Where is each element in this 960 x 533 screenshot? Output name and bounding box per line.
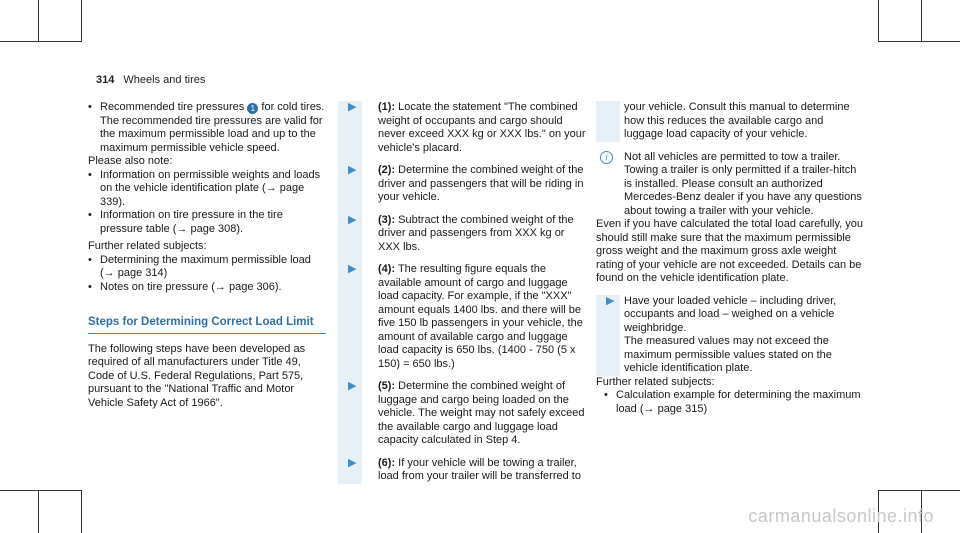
info-icon: i	[600, 151, 613, 164]
crop-mark	[81, 490, 82, 533]
step-block	[338, 101, 586, 484]
right-column	[596, 101, 864, 416]
section-heading: Steps for Determining Correct Load Limit	[88, 316, 326, 334]
load-paragraph: Even if you have calculated the total load carefully, you should still make sure that the maximum permissible gross weight and the maximum gross axle weight rating of your vehicle are not exceeded. Details can be found on the vehicle identification plate.	[596, 218, 864, 284]
step-item: ▶ (2): Determine the combined weight of the driver and passengers that will be riding in your vehicle.	[348, 164, 584, 203]
callout-badge: 1	[247, 103, 258, 114]
step-arrow-icon: ▶	[348, 164, 357, 176]
step-item: ▶ (4): The resulting figure equals the available amount of cargo and luggage load capacity. For example, if the "XXX" amount equals 1400 lbs. and there will be five 150 lb passengers in your vehicle, the amount of available cargo and luggage load capacity is 650 lbs. (1400 - 750 (5 x 150) = 650 lbs.)	[348, 263, 583, 370]
step-item: ▶ (5): Determine the combined weight of luggage and cargo being loaded on the vehicle. The weight may not safely exceed the available cargo and luggage load capacity calculated in Step 4.	[348, 380, 585, 446]
crop-mark	[0, 490, 82, 491]
list-item: • Determining the maximum permissible load (→ page 314)	[88, 254, 326, 281]
list-item: • Calculation example for determining the maximum load (→ page 315)	[604, 389, 864, 416]
step-result: The measured values may not exceed the maximum permissible values stated on the vehicle identification plate.	[624, 335, 832, 374]
left-column	[88, 101, 326, 410]
step-arrow-icon: ▶	[606, 294, 615, 307]
info-block	[596, 151, 864, 219]
step-arrow-icon: ▶	[348, 380, 357, 392]
crop-mark	[878, 0, 879, 42]
further-label: Further related subjects:	[596, 375, 715, 388]
intro-paragraph: The following steps have been developed as required of all manufacturers under Title 49, Code of U.S. Federal Regulations, Part 575, pursuant to the "National Traffic and Motor Vehicle Safety Act of 1966".	[88, 342, 306, 409]
step-item: ▶ (6): If your vehicle will be towing a trailer, load from your trailer will be transferred to	[348, 456, 581, 482]
section-title: Wheels and tires	[123, 74, 206, 86]
step-arrow-icon: ▶	[348, 456, 357, 469]
middle-column	[338, 101, 586, 484]
step-item: ▶ (3): Subtract the combined weight of the driver and passengers from XXX kg or XXX lbs.	[348, 213, 574, 253]
step-arrow-icon: ▶	[348, 263, 357, 275]
step-item: ▶ (1): Locate the statement "The combined weight of occupants and cargo should never exceed XXX kg or XXX lbs." on your vehicle's placard.	[348, 101, 586, 154]
crop-mark	[0, 41, 82, 42]
continued-text: your vehicle. Consult this manual to determine how this reduces the available cargo and luggage load capacity of your vehicle.	[624, 101, 850, 140]
continued-block	[596, 101, 864, 142]
crop-mark	[878, 490, 960, 491]
step-item: ▶ Have your loaded vehicle – including driver, occupants and load – weighed on a vehicle weighbridge.	[606, 294, 837, 334]
info-text: Not all vehicles are permitted to tow a trailer. Towing a trailer is only permitted if a trailer-hitch is installed. Please consult an authorized Mercedes-Benz dealer if you have any questions about towing a trailer with your vehicle.	[624, 150, 862, 217]
list-item: • Notes on tire pressure (→ page 306).	[88, 281, 326, 295]
watermark: carmanualsonline.info	[748, 506, 934, 526]
list-item: • Recommended tire pressures 1 for cold tires. The recommended tire pressures are valid for the maximum permissible load and up to the maximum permissible vehicle speed.	[88, 101, 326, 155]
list-item: • Information on permissible weights and loads on the vehicle identification plate (→ page 339).	[88, 169, 326, 210]
step-arrow-icon: ▶	[348, 101, 357, 113]
page-number: 314	[96, 74, 115, 86]
crop-mark	[921, 0, 922, 42]
crop-mark	[81, 0, 82, 42]
page-header	[96, 74, 205, 86]
step-block	[596, 295, 864, 376]
crop-mark	[38, 490, 39, 533]
step-arrow-icon: ▶	[348, 213, 357, 226]
note-label: Please also note:	[88, 155, 173, 167]
further-label: Further related subjects:	[88, 240, 207, 252]
list-item: • Information on tire pressure in the tire pressure table (→ page 308).	[88, 209, 326, 236]
crop-mark	[878, 41, 960, 42]
crop-mark	[38, 0, 39, 42]
